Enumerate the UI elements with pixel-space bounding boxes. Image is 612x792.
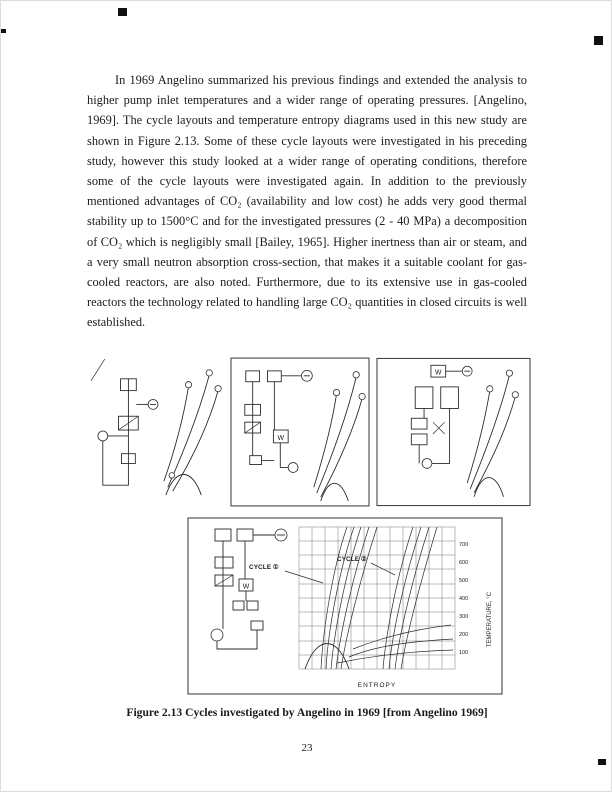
figure-caption: Figure 2.13 Cycles investigated by Angelino in 1969 [from Angelino 1969] [126, 706, 488, 719]
cycle-schematic-2 [245, 370, 313, 472]
entropy-axis-label: ENTROPY [357, 682, 397, 689]
tick-label: 100 [459, 650, 469, 656]
scan-artifact [594, 36, 603, 45]
tick-label: 500 [459, 578, 469, 584]
cycle-layout-panel-2 [230, 353, 370, 511]
tick-label: 600 [459, 560, 469, 566]
panel-frame [377, 358, 530, 505]
ts-diagram-3 [467, 370, 518, 497]
cycle-schematic-1 [98, 379, 158, 485]
saturation-dome [305, 625, 453, 669]
tick-label: 700 [459, 542, 469, 548]
cycle-schematic-3 [411, 365, 472, 468]
scan-artifact [118, 8, 127, 16]
cycle-ts-chart-panel [187, 517, 503, 695]
tick-label: 400 [459, 596, 469, 602]
cycle1-label: CYCLE ① [249, 564, 279, 571]
cycle-layout-panel-1 [89, 353, 224, 511]
scan-artifact [1, 29, 6, 33]
panel-frame [231, 358, 369, 506]
cycle-layout-panel-3 [376, 353, 531, 511]
w-label: W [435, 369, 442, 377]
page-number: 23 [301, 742, 313, 754]
paragraph-text: In 1969 Angelino summarized his previous findings and extended the analysis to higher pump inlet temperatures and a wider range of operating pressures. [Angelino, 1969]. The cycle layouts and temperature entropy diagrams used in this new study are shown in Figure 2.13. Some of these cycle layouts were investigated in his preceding study, however this study looked at a wider range of operating conditions, therefore some of the cycle layouts were investigated again. In addition to the previously mentioned advantages of CO₂ (availability and low cost) he adds very good thermal stability up to 1500°C and for the investigated pressures (2 - 40 MPa) a decomposition of CO₂ which is negligibly small [Bailey, 1965]. Higher inertness than air or steam, and a very small neutron absorption cross-section, that makes it a suitable coolant for gas-cooled reactors, are also noted. Furthermore, due to its extensive use in gas-cooled reactors the technology related to handling large CO₂ quantities in closed circuits is well established. [87, 73, 527, 330]
w-label: W [277, 434, 285, 442]
tick-label: 200 [459, 632, 469, 638]
scan-artifact [598, 759, 606, 765]
ts-diagram-1 [164, 370, 221, 495]
figure-top-row [89, 353, 531, 513]
scan-stray-line [91, 359, 105, 381]
temperature-axis-label: TEMPERATURE, °C [487, 592, 493, 647]
ts-diagram-2 [314, 372, 365, 501]
w-label: W [242, 583, 250, 591]
cycle-schematic-bottom [211, 529, 287, 649]
tick-label: 300 [459, 614, 469, 620]
figure-bottom-panel [187, 517, 503, 695]
temperature-axis-ticks [459, 542, 468, 656]
cycle2-label: CYCLE ② [337, 556, 367, 563]
